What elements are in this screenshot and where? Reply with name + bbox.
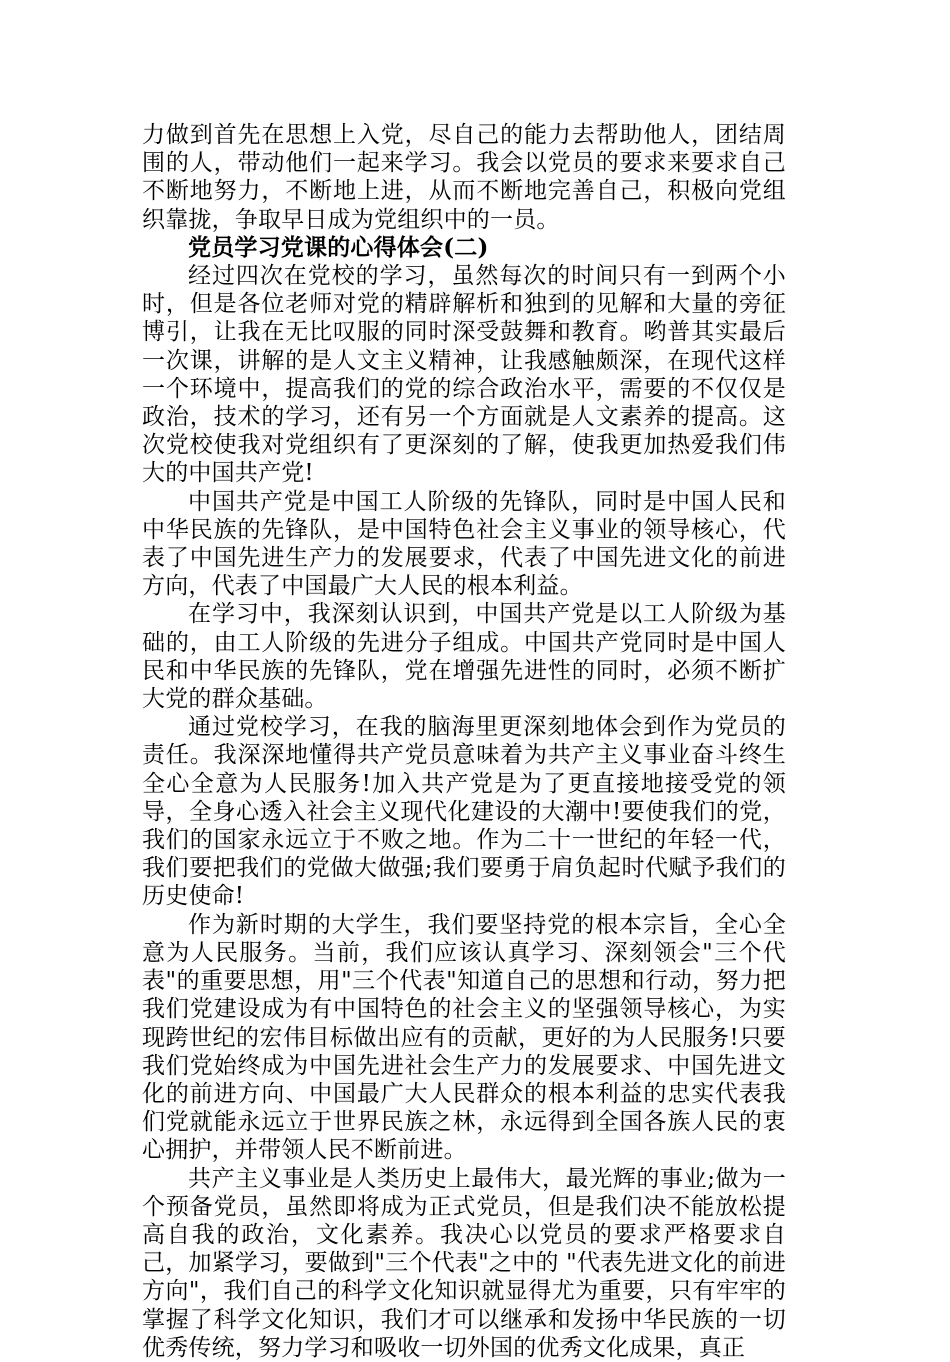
paragraph: 通过党校学习，在我的脑海里更深刻地体会到作为党员的责任。我深深地懂得共产党员意味着为共产主义事业奋斗终生全心全意为人民服务!加入共产党是为了更直接地接受党的领导，全身心透入社会主义现代化建设的大潮中!要使我们的党，我们的国家永远立于不败之地。作为二十一世纪的年轻一代，我们要把我们的党做大做强;我们要勇于肩负起时代赋予我们的历史使命! [142, 714, 786, 910]
paragraph: 共产主义事业是人类历史上最伟大，最光辉的事业;做为一个预备党员，虽然即将成为正式党员，但是我们决不能放松提高自我的政治，文化素养。我决心以党员的要求严格要求自己，加紧学习，要做到"三个代表"之中的 "代表先进文化的前进方向"，我们自己的科学文化知识就显得尤为重要，只有牢牢的掌握了科学文化知识，我们才可以继承和发扬中华民族的一切优秀传统，努力学习和吸收一切外国的优秀文化成果，真正 [142, 1165, 786, 1361]
paragraph-continuation: 力做到首先在思想上入党，尽自己的能力去帮助他人，团结周围的人，带动他们一起来学习。我会以党员的要求来要求自己不断地努力，不断地上进，从而不断地完善自己，积极向党组织靠拢，争取早日成为党组织中的一员。 [142, 122, 786, 233]
paragraph: 在学习中，我深刻认识到，中国共产党是以工人阶级为基础的，由工人阶级的先进分子组成。中国共产党同时是中国人民和中华民族的先锋队，党在增强先进性的同时，必须不断扩大党的群众基础。 [142, 601, 786, 713]
document-body [142, 121, 786, 1362]
paragraph: 作为新时期的大学生，我们要坚持党的根本宗旨，全心全意为人民服务。当前，我们应该认真学习、深刻领会"三个代表"的重要思想，用"三个代表"知道自己的思想和行动，努力把我们党建设成为有中国特色的社会主义的坚强领导核心，为实现跨世纪的宏伟目标做出应有的贡献，更好的为人民服务!只要我们党始终成为中国先进社会生产力的发展要求、中国先进文化的前进方向、中国最广大人民群众的根本利益的忠实代表我们党就能永远立于世界民族之林，永远得到全国各族人民的衷心拥护，并带领人民不断前进。 [142, 911, 786, 1164]
section-heading: 党员学习党课的心得体会(二) [188, 233, 489, 261]
paragraph: 经过四次在党校的学习，虽然每次的时间只有一到两个小时，但是各位老师对党的精辟解析和独到的见解和大量的旁征博引，让我在无比叹服的同时深受鼓舞和教育。哟普其实最后一次课，讲解的是人文主义精神，让我感触颇深，在现代这样一个环境中，提高我们的党的综合政治水平，需要的不仅仅是政治，技术的学习，还有另一个方面就是人文素养的提高。这次党校使我对党组织有了更深刻的了解，使我更加热爱我们伟大的中国共产党! [142, 263, 786, 487]
paragraph: 中国共产党是中国工人阶级的先锋队，同时是中国人民和中华民族的先锋队，是中国特色社会主义事业的领导核心，代表了中国先进生产力的发展要求，代表了中国先进文化的前进方向，代表了中国最广大人民的根本利益。 [142, 488, 786, 600]
